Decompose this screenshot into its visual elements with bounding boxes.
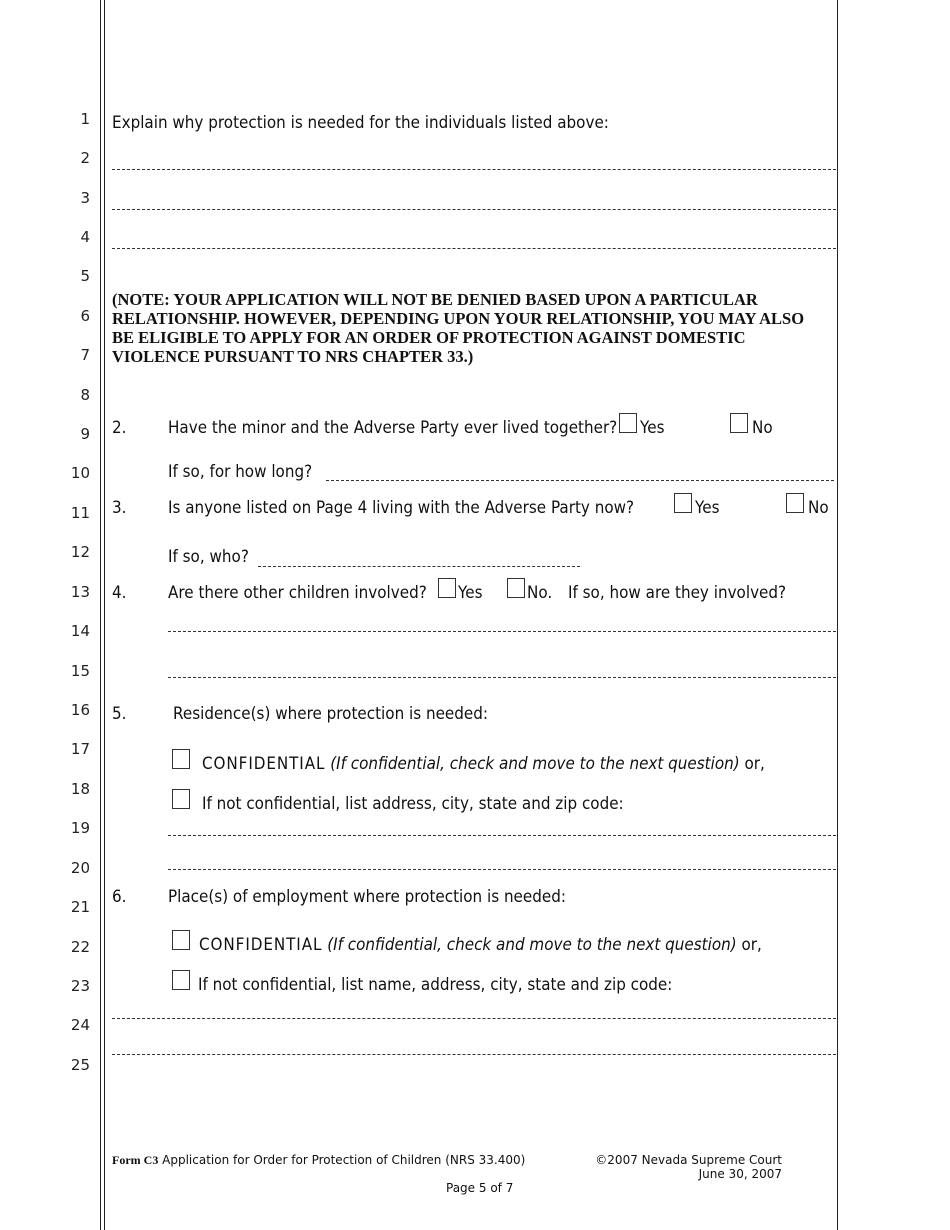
- q2-number: 2.: [112, 418, 127, 437]
- q2-no-label: No: [752, 418, 773, 437]
- q6-employment-blank-2[interactable]: [112, 1053, 836, 1055]
- explain-blank-1[interactable]: [112, 168, 836, 170]
- q6-confidential-note: (If confidential, check and move to the next question): [327, 935, 737, 954]
- line-number: 4: [80, 228, 90, 246]
- q3-followup-blank[interactable]: [258, 565, 580, 567]
- explain-prompt: Explain why protection is needed for the individuals listed above:: [112, 113, 609, 132]
- q6-number: 6.: [112, 887, 127, 906]
- q3-number: 3.: [112, 498, 127, 517]
- q2-yes-checkbox[interactable]: [619, 413, 637, 433]
- left-margin-rule-outer: [100, 0, 101, 1230]
- q6-not-confidential-label: If not confidential, list name, address, city, state and zip code:: [198, 975, 673, 994]
- footer-copyright: ©2007 Nevada Supreme Court: [595, 1153, 782, 1167]
- line-number: 17: [70, 740, 90, 758]
- q2-text: Have the minor and the Adverse Party ever lived together?: [168, 418, 618, 437]
- q4-blank-1[interactable]: [168, 630, 836, 632]
- q5-confidential-checkbox[interactable]: [172, 749, 190, 769]
- q5-confidential-note: (If confidential, check and move to the next question): [330, 754, 740, 773]
- q5-or: or,: [744, 754, 765, 773]
- q6-text: Place(s) of employment where protection is needed:: [168, 887, 566, 906]
- line-number: 15: [70, 662, 90, 680]
- right-margin-rule: [837, 0, 838, 1230]
- q3-yes-label: Yes: [695, 498, 720, 517]
- line-number: 14: [70, 622, 90, 640]
- explain-blank-3[interactable]: [112, 247, 836, 249]
- line-number: 9: [80, 425, 90, 443]
- q3-yes-checkbox[interactable]: [674, 493, 692, 513]
- q5-not-confidential-checkbox[interactable]: [172, 789, 190, 809]
- q2-followup-blank[interactable]: [326, 479, 834, 481]
- line-number: 12: [70, 543, 90, 561]
- footer-form-line: [112, 1153, 525, 1168]
- line-number: 5: [80, 267, 90, 285]
- q4-followup: If so, how are they involved?: [568, 583, 787, 602]
- footer-form-title: Application for Order for Protection of Children (NRS 33.400): [162, 1153, 526, 1167]
- q5-address-blank-2[interactable]: [168, 868, 836, 870]
- q6-confidential-label: [199, 935, 762, 954]
- footer-date: June 30, 2007: [698, 1167, 782, 1181]
- q4-no-label: No.: [527, 583, 553, 602]
- q6-employment-blank-1[interactable]: [112, 1017, 836, 1019]
- q2-yes-label: Yes: [640, 418, 665, 437]
- line-number: 18: [70, 780, 90, 798]
- q4-yes-checkbox[interactable]: [438, 578, 456, 598]
- relationship-note: (NOTE: YOUR APPLICATION WILL NOT BE DENIED BASED UPON A PARTICULAR RELATIONSHIP. HOWEVER, DEPENDING UPON YOUR RELATIONSHIP, YOU MAY ALSO BE ELIGIBLE TO APPLY FOR AN ORDER OF PROTECTION AGAINST DOMESTIC VIOLENCE PURSUANT TO NRS CHAPTER 33.): [112, 290, 805, 366]
- line-number: 19: [70, 819, 90, 837]
- line-number: 6: [80, 307, 90, 325]
- q5-number: 5.: [112, 704, 127, 723]
- q2-no-checkbox[interactable]: [730, 413, 748, 433]
- line-number: 1: [80, 110, 90, 128]
- line-number: 22: [70, 938, 90, 956]
- explain-blank-2[interactable]: [112, 208, 836, 210]
- q6-not-confidential-checkbox[interactable]: [172, 970, 190, 990]
- line-number: 20: [70, 859, 90, 877]
- line-number: 24: [70, 1016, 90, 1034]
- q5-not-confidential-label: If not confidential, list address, city, state and zip code:: [202, 794, 624, 813]
- line-number: 10: [70, 464, 90, 482]
- line-number: 3: [80, 189, 90, 207]
- q6-confidential-checkbox[interactable]: [172, 930, 190, 950]
- q3-text: Is anyone listed on Page 4 living with the Adverse Party now?: [168, 498, 635, 517]
- line-number: 21: [70, 898, 90, 916]
- footer-form-id: Form C3: [112, 1153, 159, 1167]
- line-number: 13: [70, 583, 90, 601]
- q4-blank-2[interactable]: [168, 676, 836, 678]
- line-number: 2: [80, 149, 90, 167]
- q4-yes-label: Yes: [458, 583, 483, 602]
- q3-no-label: No: [808, 498, 829, 517]
- line-number: 16: [70, 701, 90, 719]
- q4-no-checkbox[interactable]: [507, 578, 525, 598]
- q3-no-checkbox[interactable]: [786, 493, 804, 513]
- line-number: 25: [70, 1056, 90, 1074]
- footer-page-number: Page 5 of 7: [446, 1181, 514, 1195]
- q2-followup: If so, for how long?: [168, 462, 313, 481]
- left-margin-rule-inner: [104, 0, 105, 1230]
- q5-confidential-word: CONFIDENTIAL: [202, 754, 326, 773]
- line-number: 23: [70, 977, 90, 995]
- q5-confidential-label: [202, 754, 765, 773]
- q6-or: or,: [741, 935, 762, 954]
- q5-text: Residence(s) where protection is needed:: [173, 704, 488, 723]
- q4-text: Are there other children involved?: [168, 583, 427, 602]
- q5-address-blank-1[interactable]: [168, 834, 836, 836]
- q4-number: 4.: [112, 583, 127, 602]
- q3-followup: If so, who?: [168, 547, 249, 566]
- line-number: 11: [70, 504, 90, 522]
- q6-confidential-word: CONFIDENTIAL: [199, 935, 323, 954]
- line-number: 7: [80, 346, 90, 364]
- line-number: 8: [80, 386, 90, 404]
